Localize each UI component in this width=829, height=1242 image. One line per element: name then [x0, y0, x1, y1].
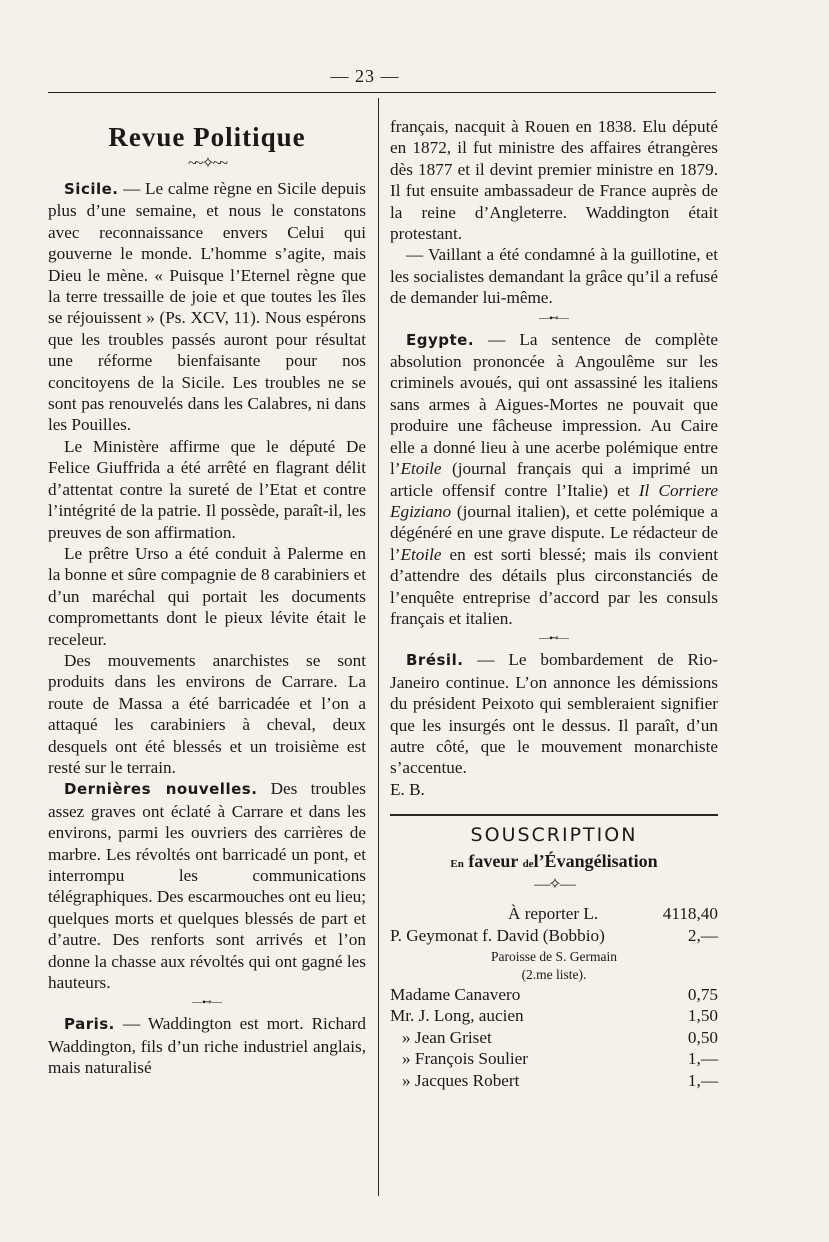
- subtitle-faveur: faveur: [468, 851, 519, 872]
- reporter-label: À reporter L.: [508, 904, 599, 924]
- paroisse-line: Paroisse de S. Germain: [491, 949, 617, 964]
- sicile-paragraph: [48, 178, 366, 436]
- subtitle-de: de: [522, 858, 534, 871]
- corriere-title: Il Corriere Egiziano: [390, 480, 718, 521]
- carrare-paragraph: Des mouvements anarchistes se sont produits dans les environs de Carrare. La route de Massa a été barricadée et l’on a attaqué les carabiniers à cheval, deux desquels ont été blessés et un troisième est resté sur le terrain.: [48, 650, 366, 777]
- etoile-title: Etoile: [400, 459, 442, 479]
- paris-text: — Waddington est mort. Richard Waddington, fils d’un riche industriel anglais, mais naturalisé: [48, 1014, 366, 1078]
- geymonat-label: P. Geymonat f. David (Bobbio): [390, 925, 605, 945]
- subtitle-evangelisation: l’Évangélisation: [533, 851, 658, 872]
- egypte-text: (journal italien), et cette polémique a dégénéré en une grave dispute. Le rédacteur de l’: [390, 501, 718, 564]
- paris-paragraph: [48, 1013, 366, 1078]
- donor-list: [390, 984, 718, 1091]
- page-number: — 23 —: [330, 66, 400, 86]
- bresil-paragraph: [390, 649, 718, 778]
- donor-row: [390, 984, 718, 1005]
- separator: —⊷—: [192, 997, 222, 1009]
- separator: —⊷—: [539, 633, 569, 645]
- donor-name: » François Soulier: [402, 1049, 529, 1069]
- separator: —⊷—: [539, 312, 569, 324]
- right-column: [390, 116, 718, 1091]
- dernieres-text: Des troubles assez graves ont éclaté à Carrare et dans les environs, parmi les ouvriers des carrières de marbre. Les révoltés ont barricadé un pont, et interrompu les communications télégraphiques. Des escarmouches ont eu lieu; quelques morts et quelques blessés de part et d’autre. Des renforts sont arrivés et l’on donne la chasse aux révoltés qui ont gagné les hauteurs.: [48, 779, 366, 993]
- souscription-rule: [390, 814, 718, 816]
- donor-name: Madame Canavero: [390, 985, 521, 1004]
- egypte-heading: Egypte.: [406, 330, 475, 349]
- dernieres-heading: Dernières nouvelles.: [64, 780, 258, 799]
- geymonat-row: [390, 925, 718, 946]
- urso-paragraph: Le prêtre Urso a été conduit à Palerme en la bonne et sûre compagnie de 8 carabiniers et d’un maréchal qui portait les documents compromettants dont le pieux lévite était le receleur.: [48, 543, 366, 649]
- donor-name: Mr. J. Long, aucien: [390, 1006, 524, 1026]
- reporter-row: [390, 903, 718, 924]
- subtitle-en: En: [450, 858, 464, 871]
- section-title: Revue Politique: [108, 122, 306, 152]
- left-column: [48, 116, 366, 1079]
- donor-amount: 1,—: [687, 1070, 718, 1090]
- donor-row: [390, 1005, 718, 1026]
- ministere-paragraph: Le Ministère affirme que le député De Felice Giuffrida a été arrêté en flagrant délit d’attentat contre la sureté de l’Etat et contre l’intégrité de la patrie. Il possède, paraît-il, les preuves de son affirmation.: [48, 436, 366, 542]
- egypte-text: (journal français qui a imprimé un article offensif contre l’Italie) et: [390, 459, 718, 500]
- geymonat-amount: 2,—: [687, 925, 718, 945]
- egypte-text: en est sorti blessé; mais ils convient d’attendre des détails plus circonstanciés de l’enquête entreprise d’accord par les consuls français et italien.: [390, 544, 718, 628]
- paris-heading: Paris.: [64, 1015, 115, 1034]
- bresil-heading: Brésil.: [406, 651, 464, 670]
- paris-continuation: français, nacquit à Rouen en 1838. Elu député en 1872, il fut ministre des affaires étrangères dès 1877 et il devint premier ministre en 1879. Il fut ensuite ambassadeur de France auprès de la reine d’Angleterre. Waddington était protestant.: [390, 117, 718, 244]
- donor-row: [390, 1027, 718, 1048]
- egypte-paragraph: [390, 329, 718, 630]
- paroisse-line: (2.me liste).: [521, 967, 587, 982]
- vaillant-paragraph: — Vaillant a été condamné à la guillotine, et les socialistes demandant la grâce qu’il a refusé de demander lui-même.: [390, 245, 718, 308]
- column-divider: [378, 98, 379, 1196]
- header-rule: [48, 92, 716, 93]
- souscription-title: SOUSCRIPTION: [470, 824, 638, 847]
- title-ornament: ~~✧~~: [187, 155, 227, 172]
- etoile-title: Etoile: [400, 544, 442, 564]
- paroisse-heading: [390, 948, 718, 984]
- donor-amount: 1,50: [687, 1006, 718, 1026]
- donor-row: [390, 1070, 718, 1091]
- souscription-ornament: —✧—: [534, 876, 574, 894]
- donor-row: [390, 1048, 718, 1069]
- donor-amount: 1,—: [687, 1049, 718, 1069]
- dernieres-paragraph: [48, 778, 366, 993]
- reporter-amount: 4118,40: [662, 904, 718, 924]
- donor-name: » Jean Griset: [402, 1027, 492, 1047]
- donor-amount: 0,75: [687, 985, 718, 1004]
- souscription-subtitle: [390, 848, 718, 877]
- donor-name: » Jacques Robert: [402, 1070, 520, 1090]
- sicile-heading: Sicile.: [64, 180, 119, 198]
- bresil-text: — Le bombardement de Rio-Janeiro continue. L’on annonce les démissions du président Peixoto qui sembleraient signifier que les insurgés ont le dessus. Il paraît, d’un autre côté, que le mouvement monarchiste s’accentue.: [390, 650, 718, 778]
- donor-amount: 0,50: [687, 1027, 718, 1047]
- egypte-text: — La sentence de complète absolution prononcée à Angoulême sur les criminels avoués, qui ont assassiné les italiens sans armes à Aigues-Mortes ne pouvait que produire une fâcheuse impression. Au Caire elle a donné lieu à une acerbe polémique entre l’: [390, 329, 718, 479]
- sicile-text: — Le calme règne en Sicile depuis plus d’une semaine, et nous le constatons avec reconnaissance envers Celui qui gouverne le monde. L’homme s’agite, mais Dieu le mène. « Puisque l’Eternel règne que la terre tressaille de joie et que toutes les îles se réjouissent » (Ps. XCV, 11). Nous espérons que les troubles passés auront pour résultat une réforme bienfaisante pour nos concitoyens de la Sicile. Les troubles ne se sont pas renouvelés dans les Calabres, ni dans les Pouilles.: [48, 179, 366, 435]
- signature: E. B.: [390, 779, 425, 799]
